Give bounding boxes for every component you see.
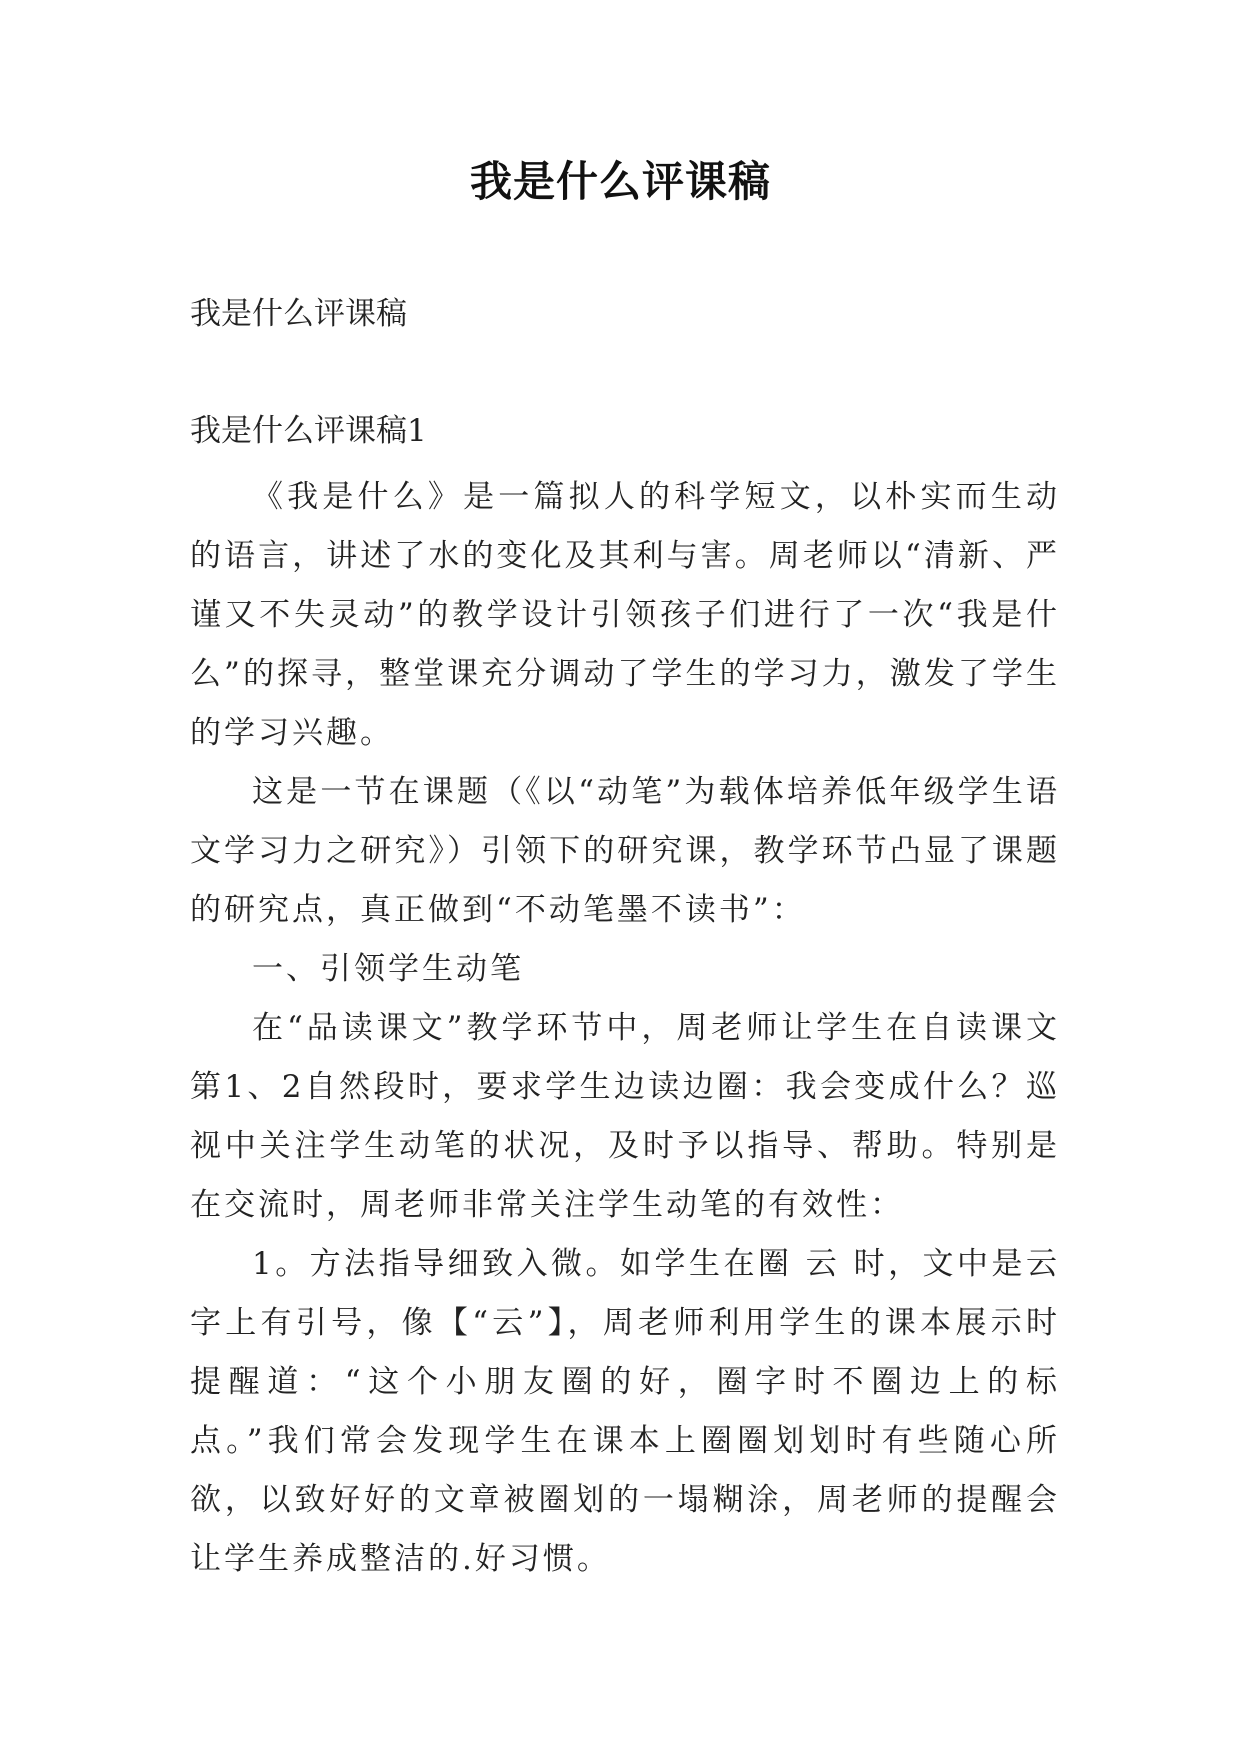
paragraph: 在“品读课文”教学环节中，周老师让学生在自读课文第1、2自然段时，要求学生边读边圈：我会变成什么？巡视中关注学生动笔的状况，及时予以指导、帮助。特别是在交流时，周老师非常关注学生动笔的有效性： bbox=[190, 1010, 1060, 1223]
paragraph: 1。方法指导细致入微。如学生在圈 云 时，文中是云字上有引号，像【“云”】，周老师利用学生的课本展示时提醒道：“这个小朋友圈的好，圈字时不圈边上的标点。”我们常会发现学生在课本上圈圈划划时有些随心所欲，以致好好的文章被圈划的一塌糊涂，周老师的提醒会让学生养成整洁的.好习惯。 bbox=[190, 1246, 1060, 1577]
section-heading: 我是什么评课稿1 bbox=[190, 413, 427, 449]
document-title: 我是什么评课稿 bbox=[469, 157, 771, 206]
paragraph-heading: 一、引领学生动笔 bbox=[252, 951, 524, 987]
document-body bbox=[190, 468, 1060, 1589]
document-subtitle: 我是什么评课稿 bbox=[190, 296, 407, 332]
paragraph: 《我是什么》是一篇拟人的科学短文，以朴实而生动的语言，讲述了水的变化及其利与害。周老师以“清新、严谨又不失灵动”的教学设计引领孩子们进行了一次“我是什么”的探寻，整堂课充分调动了学生的学习力，激发了学生的学习兴趣。 bbox=[190, 479, 1060, 751]
paragraph: 这是一节在课题（《以“动笔”为载体培养低年级学生语文学习力之研究》）引领下的研究课，教学环节凸显了课题的研究点，真正做到“不动笔墨不读书”： bbox=[190, 774, 1060, 928]
